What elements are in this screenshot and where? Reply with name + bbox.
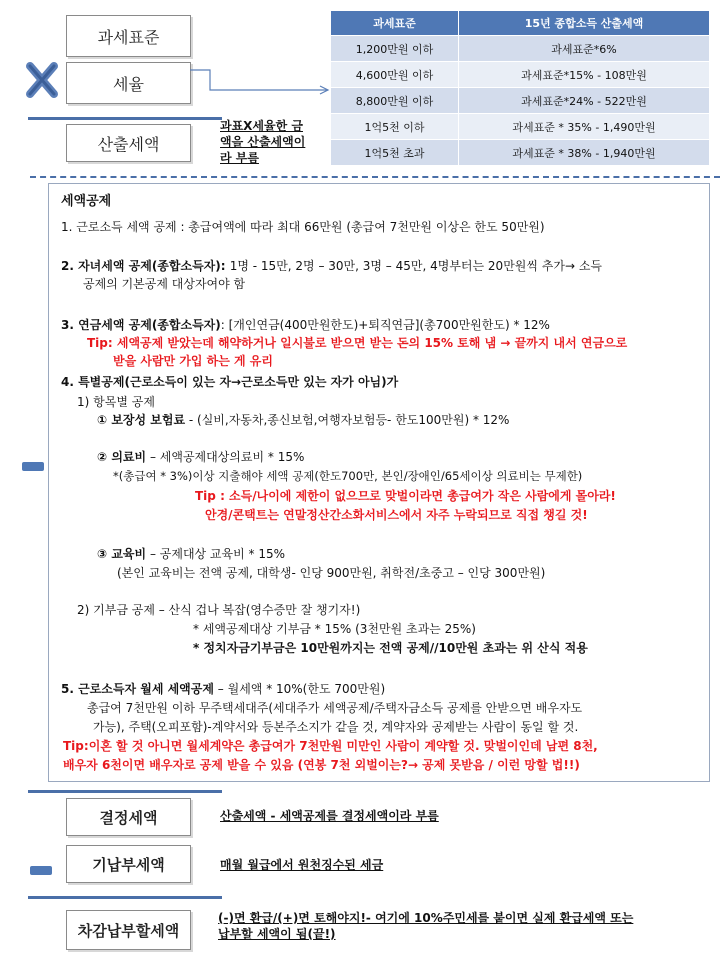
political-donation-line: * 정치자금기부금은 10만원까지는 전액 공제//10만원 초과는 위 산식 적용 (193, 641, 588, 655)
insurance-line: ① 보장성 보험료 - (실비,자동차,종신보험,여행자보험등- 한도100만원) * 12% (97, 413, 510, 427)
dashed-divider (30, 176, 720, 178)
net-payable-note: (-)면 환급/(+)면 토해야지!- 여기에 10%주민세를 붙이면 실제 환급세액 또는 납부할 세액이 됨(끝!) (218, 911, 634, 941)
table-row: 1,200만원 이하 과세표준*6% (331, 36, 710, 62)
calc-tax-note: 과표X세율한 금 액을 산출세액이 라 부름 (220, 119, 306, 165)
tax-rate-table (330, 10, 710, 166)
rent-detail: 총급여 7천만원 이하 무주택세대주(세대주가 세액공제/주택자금소득 공제를 안받으면 배우자도 (87, 701, 583, 715)
item-1: 1. 근로소득 세액 공제 : 총급여액에 따라 최대 66만원 (총급여 7천만원 이상은 한도 50만원) (61, 220, 545, 234)
rent-detail-cont: 가능), 주택(오피포함)-계약서와 등본주소지가 같을 것, 계약자와 공제받는 사람이 동일 할 것. (93, 720, 579, 734)
prepaid-tax-box: 기납부세액 (66, 845, 191, 883)
donation-line: * 세액공제대상 기부금 * 15% (3천만원 초과는 25%) (193, 622, 476, 636)
table-header: 과세표준 (331, 11, 459, 36)
item-5: 5. 근로소득자 월세 세액공제 – 월세액 * 10%(한도 700만원) (61, 682, 386, 696)
item-2-cont: 공제의 기본공제 대상자여야 함 (83, 277, 246, 291)
prepaid-tax-note: 매월 월급에서 원천징수된 세금 (220, 858, 384, 872)
final-tax-box: 결정세액 (66, 798, 191, 836)
medical-detail: *(총급여 * 3%)이상 지출해야 세액 공제(한도700만, 본인/장애인/65세이상 의료비는 무제한) (113, 469, 583, 483)
divider (28, 790, 222, 793)
table-row: 8,800만원 이하 과세표준*24% - 522만원 (331, 88, 710, 114)
final-tax-note: 산출세액 - 세액공제를 결정세액이라 부름 (220, 809, 439, 823)
net-payable-box: 차감납부할세액 (66, 910, 191, 950)
tip-rent: Tip:이혼 할 것 아니면 월세계약은 총급여가 7천만원 미만인 사람이 계약할 것. 맞벌이인데 남편 8천, (63, 739, 598, 753)
tip-medical-cont: 안경/콘택트는 연말정산간소화서비스에서 자주 누락되므로 직접 챙길 것! (205, 508, 588, 522)
minus-icon (22, 462, 44, 471)
divider (28, 896, 222, 899)
table-header: 15년 종합소득 산출세액 (459, 11, 710, 36)
multiply-icon (22, 60, 62, 100)
tip-pension-cont: 받을 사람만 가입 하는 게 유리 (113, 354, 273, 368)
medical-line: ② 의료비 – 세액공제대상의료비 * 15% (97, 450, 305, 464)
tax-base-box: 과세표준 (66, 15, 191, 57)
item-3: 3. 연금세액 공제(종합소득자): [개인연금(400만원한도)+퇴직연금](총700만원한도) * 12% (61, 318, 550, 332)
table-row: 1억5천 이하 과세표준 * 35% - 1,490만원 (331, 114, 710, 140)
table-row: 4,600만원 이하 과세표준*15% - 108만원 (331, 62, 710, 88)
tip-rent-cont: 배우자 6천이면 배우자로 공제 받을 수 있음 (연봉 7천 외벌이는?→ 공제 못받음 / 이런 망할 법!!) (63, 758, 580, 772)
minus-icon (30, 866, 52, 875)
tax-credit-panel (48, 183, 710, 782)
calc-tax-box: 산출세액 (66, 124, 191, 162)
tip-pension: Tip: 세액공제 받았는데 해약하거나 일시불로 받으면 받는 돈의 15% 토해 냄 → 끝까지 내서 연금으로 (87, 336, 628, 350)
section-title: 세액공제 (61, 194, 112, 209)
table-row: 1억5천 초과 과세표준 * 38% - 1,940만원 (331, 140, 710, 166)
tax-rate-box: 세율 (66, 62, 191, 104)
item-4: 4. 특별공제(근로소득이 있는 자→근로소득만 있는 자가 아님)가 (61, 375, 399, 389)
item-4-1: 1) 항목별 공제 (77, 395, 155, 409)
education-detail: (본인 교육비는 전액 공제, 대학생- 인당 900만원, 취학전/초중고 – 인당 300만원) (117, 566, 546, 580)
education-line: ③ 교육비 – 공제대상 교육비 * 15% (97, 547, 286, 561)
tip-medical: Tip : 소득/나이에 제한이 없으므로 맞벌이라면 총급여가 작은 사람에게 몰아라! (195, 489, 616, 503)
divider (28, 117, 222, 120)
connector-arrow (190, 60, 335, 100)
item-2: 2. 자녀세액 공제(종합소득자): 1명 - 15만, 2명 – 30만, 3명 – 45만, 4명부터는 20만원씩 추가→ 소득 (61, 259, 603, 273)
item-4-2: 2) 기부금 공제 – 산식 겁나 복잡(영수증만 잘 챙기자!) (77, 603, 361, 617)
